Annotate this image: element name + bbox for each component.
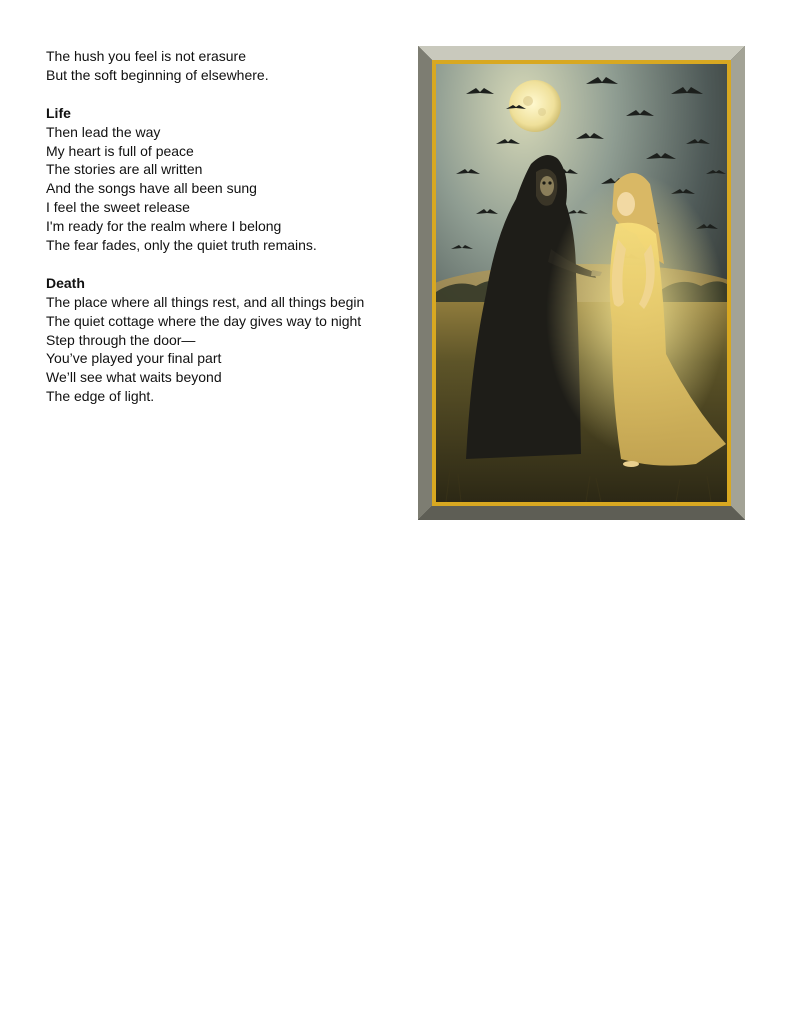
poem-line: But the soft beginning of elsewhere. bbox=[46, 66, 269, 83]
stanza-heading-death: Death bbox=[46, 274, 85, 291]
stanza-gap bbox=[46, 255, 406, 274]
poem-line: The quiet cottage where the day gives way to night bbox=[46, 312, 362, 329]
painting-image bbox=[432, 60, 731, 506]
poem-line: Step through the door— bbox=[46, 331, 196, 348]
poem-line: I'm ready for the realm where I belong bbox=[46, 218, 282, 235]
poem-line: My heart is full of peace bbox=[46, 142, 194, 159]
poem-line: Then lead the way bbox=[46, 123, 161, 140]
poem-line: The edge of light. bbox=[46, 388, 155, 405]
poem-line: The place where all things rest, and all things begin bbox=[46, 293, 365, 310]
poem-line: The fear fades, only the quiet truth remains. bbox=[46, 237, 317, 254]
stanza-gap bbox=[46, 85, 406, 104]
stanza-heading-life: Life bbox=[46, 104, 71, 121]
painting-frame bbox=[418, 46, 745, 520]
poem-line: The hush you feel is not erasure bbox=[46, 48, 247, 64]
poem-line: I feel the sweet release bbox=[46, 199, 190, 216]
poem-text bbox=[46, 47, 406, 406]
poem-line: You’ve played your final part bbox=[46, 350, 222, 367]
poem-line: The stories are all written bbox=[46, 161, 203, 178]
poem-line: And the songs have all been sung bbox=[46, 180, 257, 197]
poem-line: We’ll see what waits beyond bbox=[46, 369, 222, 386]
